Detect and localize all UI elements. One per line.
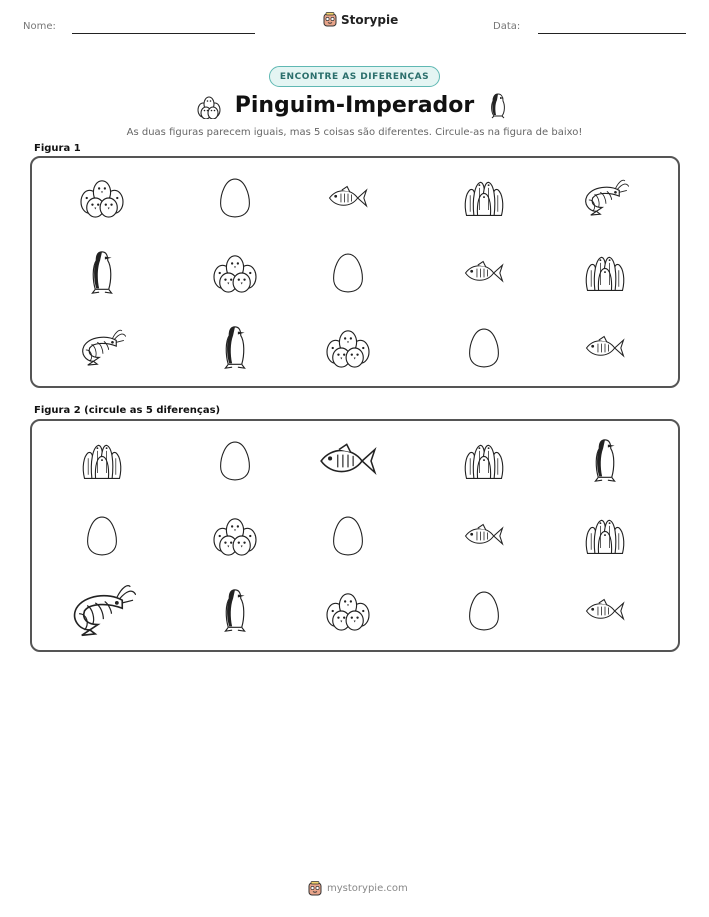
- penguin-group-icon: [78, 177, 126, 219]
- penguin-icon: [220, 324, 250, 372]
- egg-icon[interactable]: [330, 514, 366, 558]
- penguin-group-icon[interactable]: [324, 590, 372, 632]
- storypie-mascot-icon: [308, 881, 322, 896]
- penguin-huddle-icon: [582, 251, 628, 295]
- shrimp-icon: [78, 329, 126, 367]
- page-title: Pinguim-Imperador: [234, 93, 475, 118]
- name-line[interactable]: [72, 33, 255, 34]
- figure-2-label: Figura 2 (circule as 5 diferenças): [34, 405, 221, 416]
- fish-large-icon[interactable]: [316, 441, 380, 481]
- penguin-group-icon: [211, 252, 259, 294]
- shrimp-icon: [581, 179, 629, 217]
- penguin-huddle-icon[interactable]: [461, 439, 507, 483]
- penguin-icon[interactable]: [590, 437, 620, 485]
- figure-1-panel: [30, 156, 680, 388]
- shrimp-large-icon[interactable]: [68, 584, 136, 638]
- penguin-huddle-icon[interactable]: [582, 514, 628, 558]
- egg-icon[interactable]: [217, 439, 253, 483]
- penguin-icon[interactable]: [220, 587, 250, 635]
- footer-url: mystorypie.com: [327, 883, 408, 894]
- penguin-group-icon: [324, 327, 372, 369]
- name-label: Nome:: [23, 21, 56, 32]
- activity-badge: ENCONTRE AS DIFERENÇAS: [269, 66, 440, 87]
- penguin-icon: [488, 92, 508, 120]
- footer: [308, 881, 408, 896]
- date-line[interactable]: [538, 33, 686, 34]
- fish-icon[interactable]: [462, 522, 506, 550]
- egg-icon[interactable]: [466, 589, 502, 633]
- fish-icon: [583, 334, 627, 362]
- fish-icon[interactable]: [583, 597, 627, 625]
- date-label: Data:: [493, 21, 521, 32]
- instructions: As duas figuras parecem iguais, mas 5 coisas são diferentes. Circule-as na figura de baixo!: [126, 127, 583, 138]
- penguin-huddle-icon[interactable]: [79, 439, 125, 483]
- egg-icon: [466, 326, 502, 370]
- brand-name: Storypie: [341, 12, 399, 27]
- figure-2-panel[interactable]: [30, 419, 680, 652]
- penguin-icon: [87, 249, 117, 297]
- egg-icon: [330, 251, 366, 295]
- egg-icon[interactable]: [84, 514, 120, 558]
- egg-icon: [217, 176, 253, 220]
- fish-icon: [326, 184, 370, 212]
- figure-1-label: Figura 1: [34, 143, 81, 154]
- storypie-mascot-icon: [323, 12, 337, 27]
- fish-icon: [462, 259, 506, 287]
- penguin-huddle-icon: [461, 176, 507, 220]
- brand-logo: [323, 12, 398, 27]
- penguin-group-icon[interactable]: [211, 515, 259, 557]
